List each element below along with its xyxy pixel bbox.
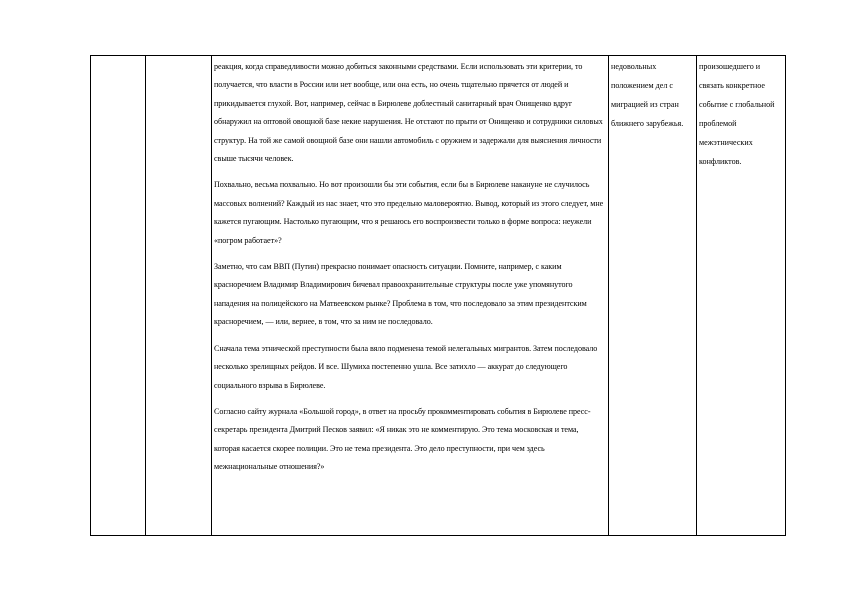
- table-cell-main-text: [212, 56, 609, 536]
- column-4-text: недовольных положением дел с миграцией из стран ближнего зарубежья.: [611, 62, 684, 128]
- paragraph-5: Согласно сайту журнала «Большой город», в ответ на просьбу прокомментировать события в Бирюлеве пресс-секретарь президента Дмитрий Песков заявил: «Я никак это не комментирую. Это тема московская и тема, которая касается скорее полиции. Это не тема президента. Это дело преступности, при чем здесь межнациональные отношения?»: [214, 406, 591, 472]
- paragraph-2: Похвально, весьма похвально. Но вот произошли бы эти события, если бы в Бирюлеве накануне не случилось массовых волнений? Каждый из нас знает, что это предельно маловероятно. Вывод, который из этого следует, мне кажется пугающим. Настолько пугающим, что я решаюсь его воспроизвести только в форме вопроса: неужели «погром работает»?: [214, 180, 604, 245]
- table-cell-empty-1: [91, 56, 146, 536]
- content-table: [90, 55, 786, 536]
- paragraph-1: реакция, когда справедливости можно добиться законными средствами. Если использовать эти критерии, то получается, что власти в России или нет вообще, или она есть, но очень тщательно прячется от людей и прикидывается глухой. Вот, например, сейчас в Бирюлеве доблестный санитарный врач Онищенко вдруг обнаружил на оптовой овощной базе некие нарушения. Не отстают по прыти от Онищенко и сотрудники силовых структур. На той же самой овощной базе они нашли автомобиль с оружием и задержали для выяснения личности свыше тысячи человек.: [214, 62, 603, 164]
- table-cell-column-4: [609, 56, 697, 536]
- table-row: [91, 56, 786, 536]
- table-cell-empty-2: [146, 56, 212, 536]
- paragraph-4: Сначала тема этнической преступности была вяло подменена темой нелегальных мигрантов. Затем последовало несколько зрелищных рейдов. И все. Шумиха постепенно ушла. Все затихло — аккурат до следующего социального взрыва в Бирюлеве.: [214, 343, 598, 390]
- column-5-text: произошедшего и связать конкретное событие с глобальной проблемой межэтнических конфликтов.: [699, 62, 775, 166]
- paragraph-3: Заметно, что сам ВВП (Путин) прекрасно понимает опасность ситуации. Помните, например, с каким красноречием Владимир Владимирович бичевал правоохранительные структуры после уже упомянутого нападения на полицейского на Матвеевском рынке? Проблема в том, что последовало за этим президентским красноречием, — или, вернее, в том, что за ним не последовало.: [214, 262, 587, 327]
- table-cell-column-5: [697, 56, 786, 536]
